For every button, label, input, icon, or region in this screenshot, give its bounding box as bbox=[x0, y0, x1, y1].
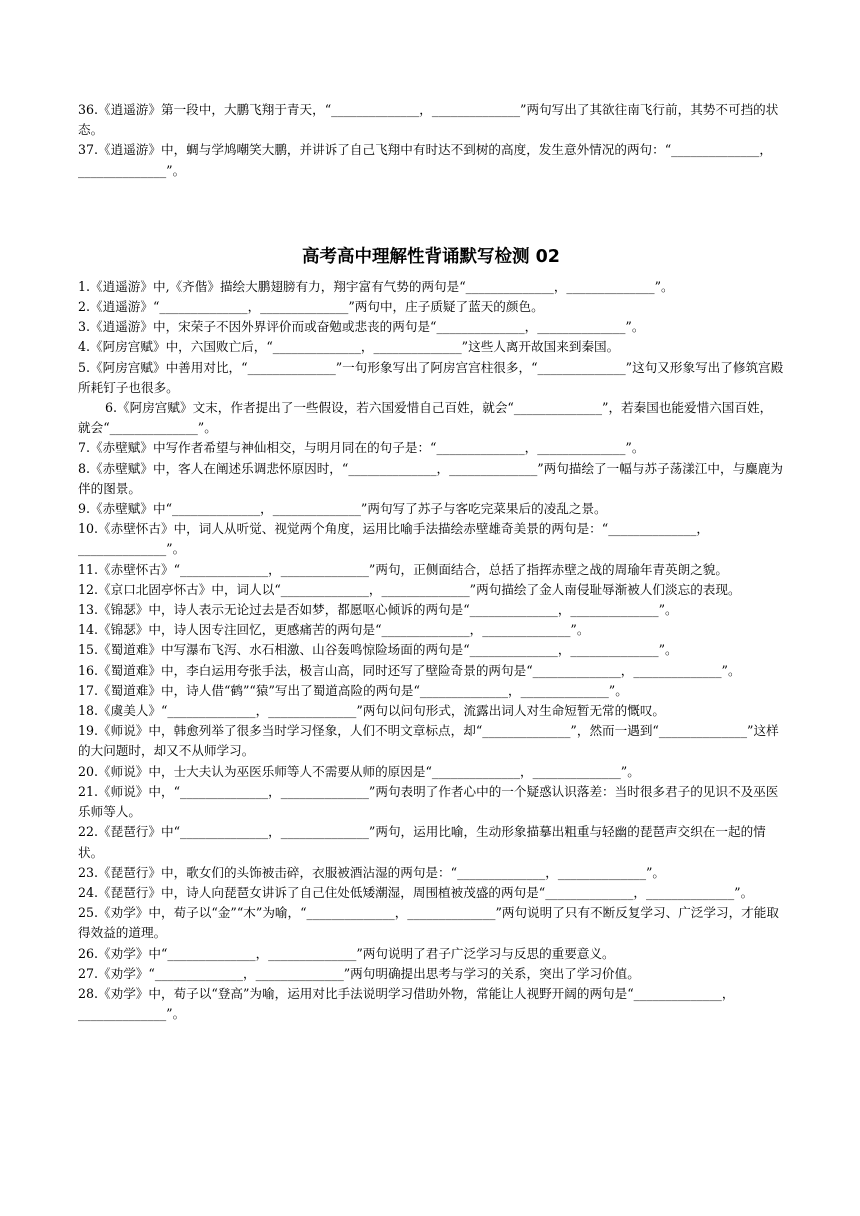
question-item: 13.《锦瑟》中，诗人表示无论过去是否如梦，都愿呕心倾诉的两句是“______________，______________”。 bbox=[78, 602, 678, 618]
question-item: 25.《劝学》中，荀子以“金”“木”为喻，“______________，______________”两句说明了只有不断反复学习、广泛学习，才能取得效益的道理。 bbox=[78, 905, 779, 941]
question-item: 21.《师说》中，“______________，______________”两句表明了作者心中的一个疑惑认识落差：当时很多君子的见识不及巫医乐师等人。 bbox=[78, 783, 779, 820]
question-item: 23.《琵琶行》中，歌女们的头饰被击碎，衣服被酒沾湿的两句是：“______________，______________”。 bbox=[78, 864, 666, 880]
question-item: 10.《赤壁怀古》中，词人从听觉、视觉两个角度，运用比喻手法描绘赤壁雄奇美景的两句是：“______________，______________”。 bbox=[78, 521, 709, 557]
question-item: 27.《劝学》“______________，______________”两句明确提出思考与学习的关系，突出了学习价值。 bbox=[78, 965, 640, 981]
question-item: 11.《赤壁怀古》“______________，______________”两句，正侧面结合，总括了指挥赤壁之战的周瑜年青英朗之貌。 bbox=[78, 561, 728, 577]
question-item: 37.《逍遥游》中，蜩与学鸠嘲笑大鹏，并讲诉了自己飞翔中有时达不到树的高度，发生意外情况的两句：“______________，______________”。 bbox=[78, 142, 772, 178]
question-item: 28.《劝学》中，荀子以“登高”为喻，运用对比手法说明学习借助外物，常能让人视野开阔的两句是“______________，______________”。 bbox=[78, 985, 735, 1022]
question-item: 22.《琵琶行》中“______________，______________”两句，运用比喻，生动形象描摹出粗重与轻幽的琵琶声交织在一起的情状。 bbox=[78, 824, 766, 860]
question-item: 18.《虞美人》“______________，______________”两句以问句形式，流露出词人对生命短暂无常的慨叹。 bbox=[78, 703, 666, 719]
page-title: 高考高中理解性背诵默写检测 02 bbox=[302, 246, 560, 267]
question-item: 14.《锦瑟》中，诗人因专注回忆，更感痛苦的两句是“______________，______________”。 bbox=[78, 622, 590, 638]
question-item: 36.《逍遥游》第一段中，大鹏飞翔于青天，“______________，______________”两句写出了其欲往南飞行前，其势不可挡的状态。 bbox=[78, 102, 779, 138]
question-item: 2.《逍遥游》“______________，______________”两句中，庄子质疑了蓝天的颜色。 bbox=[78, 299, 544, 315]
question-item: 3.《逍遥游》中，宋荣子不因外界评价而或奋勉或悲丧的两句是“______________，______________”。 bbox=[78, 319, 645, 335]
question-item: 19.《师说》中，韩愈列举了很多当时学习怪象，人们不明文章标点，却“______________”，然而一遇到“______________”这样的大问题时，却又不从师学习。 bbox=[78, 723, 779, 759]
question-item: 6.《阿房宫赋》文末，作者提出了一些假设，若六国爱惜自己百姓，就会“______________”，若秦国也能爱惜六国百姓，就会“______________”。 bbox=[78, 400, 773, 436]
question-item: 16.《蜀道难》中，李白运用夸张手法，极言山高，同时还写了壁险奇景的两句是“______________，______________”。 bbox=[78, 662, 741, 678]
question-item: 9.《赤壁赋》中“______________，______________”两句写了苏子与客吃完菜果后的凌乱之景。 bbox=[78, 501, 607, 517]
question-item: 20.《师说》中，士大夫认为巫医乐师等人不需要从师的原因是“______________，______________”。 bbox=[78, 763, 640, 779]
question-item: 17.《蜀道难》中，诗人借“鹤”“猿”写出了蜀道高险的两句是“______________，______________”。 bbox=[78, 682, 628, 698]
question-item: 15.《蜀道难》中写瀑布飞泻、水石相激、山谷轰鸣惊险场面的两句是“______________，______________”。 bbox=[78, 642, 678, 658]
question-item: 12.《京口北固亭怀古》中，词人以“______________，______________”两句描绘了金人南侵耻辱渐被人们淡忘的表现。 bbox=[78, 581, 741, 597]
question-item: 4.《阿房宫赋》中，六国败亡后，“______________，______________”这些人离开故国来到秦国。 bbox=[78, 339, 620, 355]
question-item: 7.《赤壁赋》中写作者希望与神仙相交，与明月同在的句子是：“______________，______________”。 bbox=[78, 440, 645, 456]
document-page bbox=[78, 100, 784, 1024]
question-item: 1.《逍遥游》中,《齐偕》描绘大鹏翅膀有力，翔宇富有气势的两句是“______________，______________”。 bbox=[78, 278, 674, 294]
question-item: 26.《劝学》中“______________，______________”两句说明了君子广泛学习与反思的重要意义。 bbox=[78, 945, 615, 961]
question-item: 5.《阿房宫赋》中善用对比，“______________”一句形象写出了阿房宫宫柱很多，“______________”这句又形象写出了修筑宫殿所耗钉子也很多。 bbox=[78, 359, 784, 395]
question-item: 8.《赤壁赋》中，客人在阐述乐调悲怀原因时，“______________，______________”两句描绘了一幅与苏子荡漾江中，与麋鹿为伴的图景。 bbox=[78, 460, 783, 496]
question-item: 24.《琵琶行》中，诗人向琵琶女讲诉了自己住处低矮潮湿，周围植被茂盛的两句是“______________，______________”。 bbox=[78, 884, 754, 900]
